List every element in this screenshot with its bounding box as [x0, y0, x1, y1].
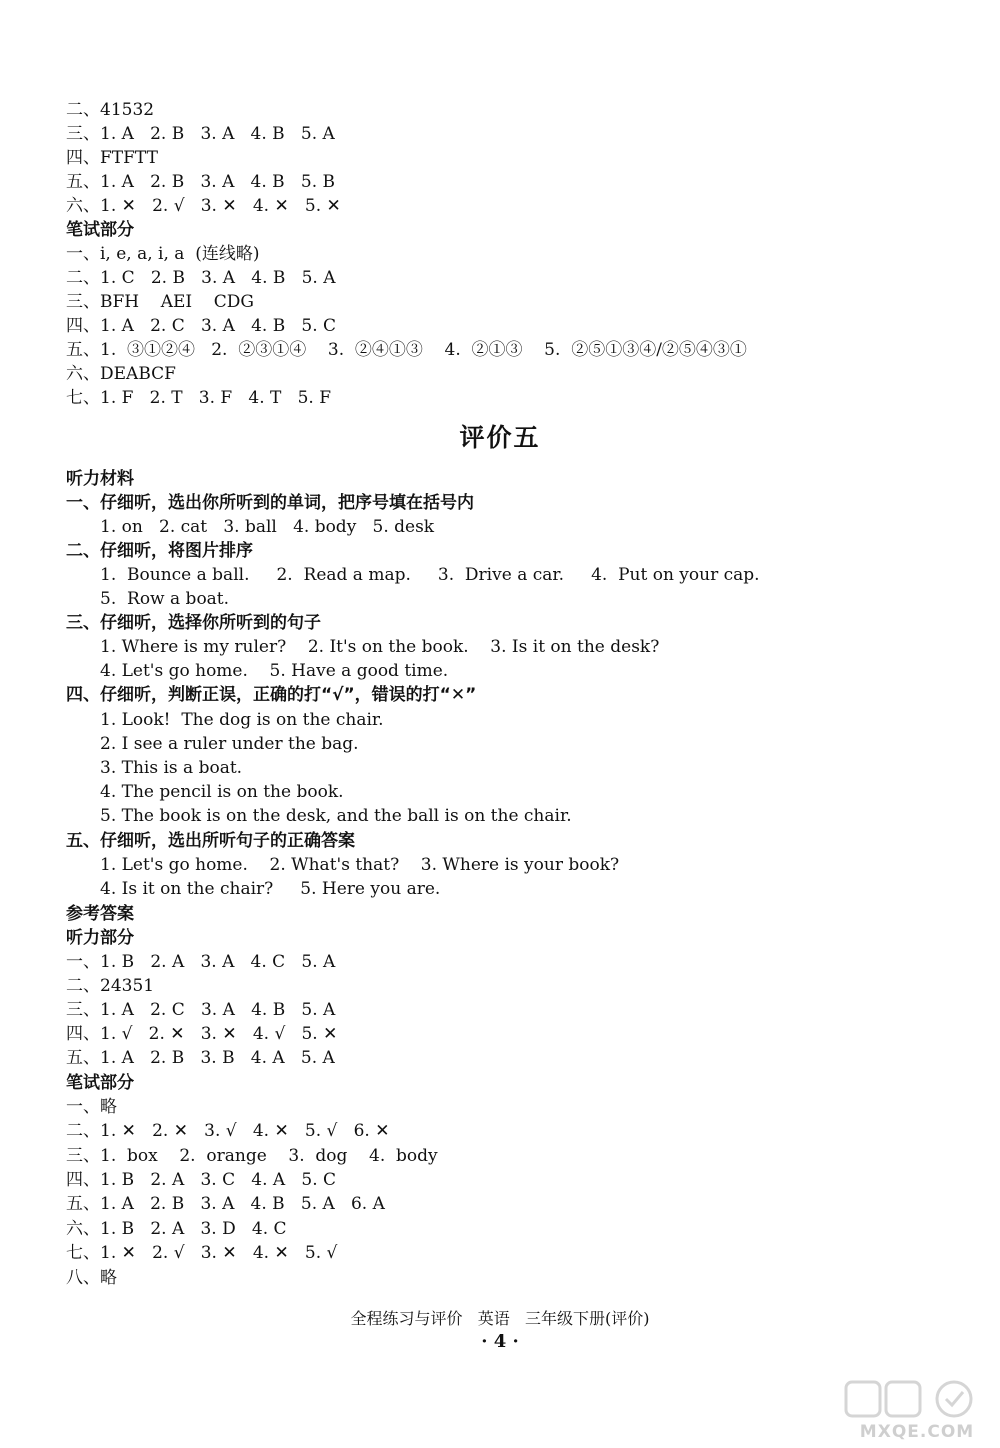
answer-line: 二、1. ✕ 2. ✕ 3. √ 4. ✕ 5. √ 6. ✕	[66, 1121, 390, 1141]
answer-line: 三、BFH AEI CDG	[66, 292, 254, 312]
question-item: 1. Look! The dog is on the chair.	[100, 710, 384, 730]
question-item: 5. The book is on the desk, and the ball is on the chair.	[100, 806, 572, 826]
page-number: · 4 ·	[481, 1331, 519, 1352]
answer-line: 四、1. B 2. A 3. C 4. A 5. C	[66, 1170, 337, 1190]
answer-line: 五、1. A 2. B 3. B 4. A 5. A	[66, 1048, 335, 1068]
answer-line: 七、1. ✕ 2. √ 3. ✕ 4. ✕ 5. √	[66, 1243, 338, 1263]
question-item: 4. The pencil is on the book.	[100, 782, 344, 802]
question-item: 2. I see a ruler under the bag.	[100, 734, 359, 754]
question-item: 3. This is a boat.	[100, 758, 243, 778]
question-heading: 二、仔细听，将图片排序	[66, 541, 253, 561]
question-item: 1. Bounce a ball. 2. Read a map. 3. Drive a car. 4. Put on your cap.	[100, 565, 760, 585]
answer-line: 二、24351	[66, 976, 155, 996]
answer-line: 一、略	[66, 1097, 117, 1117]
listening-material-heading: 听力材料	[66, 469, 134, 489]
question-item: 4. Is it on the chair? 5. Here you are.	[100, 879, 441, 899]
answers-heading: 参考答案	[66, 904, 134, 924]
answer-badge-icon	[842, 1378, 992, 1422]
question-heading: 五、仔细听，选出所听句子的正确答案	[66, 831, 355, 851]
question-heading: 三、仔细听，选择你所听到的句子	[66, 613, 321, 633]
section-heading: 笔试部分	[66, 220, 134, 240]
answer-line: 六、1. B 2. A 3. D 4. C	[66, 1219, 287, 1239]
answer-line: 三、1. box 2. orange 3. dog 4. body	[66, 1146, 438, 1166]
answer-line: 七、1. F 2. T 3. F 4. T 5. F	[66, 388, 332, 408]
written-answers-heading: 笔试部分	[66, 1073, 134, 1093]
answer-line: 四、1. A 2. C 3. A 4. B 5. C	[66, 316, 337, 336]
answer-line: 四、1. √ 2. ✕ 3. ✕ 4. √ 5. ✕	[66, 1024, 338, 1044]
answer-line: 八、略	[66, 1268, 117, 1288]
question-item: 5. Row a boat.	[100, 589, 230, 609]
answer-line: 三、1. A 2. B 3. A 4. B 5. A	[66, 124, 335, 144]
question-item: 4. Let's go home. 5. Have a good time.	[100, 661, 449, 681]
question-item: 1. Where is my ruler? 2. It's on the book. 3. Is it on the desk?	[100, 637, 660, 657]
answer-line: 五、1. ③①②④ 2. ②③①④ 3. ②④①③ 4. ②①③ 5. ②⑤①③④/②⑤④③①	[66, 340, 747, 360]
watermark-text: MXQE.COM	[859, 1422, 975, 1442]
answer-line: 三、1. A 2. C 3. A 4. B 5. A	[66, 1000, 336, 1020]
question-item: 1. on 2. cat 3. ball 4. body 5. desk	[100, 517, 435, 537]
answer-line: 五、1. A 2. B 3. A 4. B 5. A 6. A	[66, 1194, 385, 1214]
answer-line: 一、1. B 2. A 3. A 4. C 5. A	[66, 952, 336, 972]
answer-line: 五、1. A 2. B 3. A 4. B 5. B	[66, 172, 335, 192]
listening-answers-heading: 听力部分	[66, 928, 134, 948]
section-title: 评价五	[459, 423, 541, 452]
question-heading: 四、仔细听，判断正误，正确的打“√”，错误的打“✕”	[66, 685, 477, 705]
answer-line: 二、41532	[66, 100, 155, 120]
watermark-logo	[842, 1378, 992, 1442]
answer-line: 一、i, e, a, i, a (连线略)	[66, 244, 260, 264]
page-footer: 全程练习与评价 英语 三年级下册(评价)	[350, 1309, 650, 1328]
answer-line: 六、DEABCF	[66, 364, 176, 384]
answer-line: 六、1. ✕ 2. √ 3. ✕ 4. ✕ 5. ✕	[66, 196, 341, 216]
question-heading: 一、仔细听，选出你所听到的单词，把序号填在括号内	[66, 493, 474, 513]
answer-line: 二、1. C 2. B 3. A 4. B 5. A	[66, 268, 336, 288]
answer-line: 四、FTFTT	[66, 148, 158, 168]
question-item: 1. Let's go home. 2. What's that? 3. Where is your book?	[100, 855, 620, 875]
